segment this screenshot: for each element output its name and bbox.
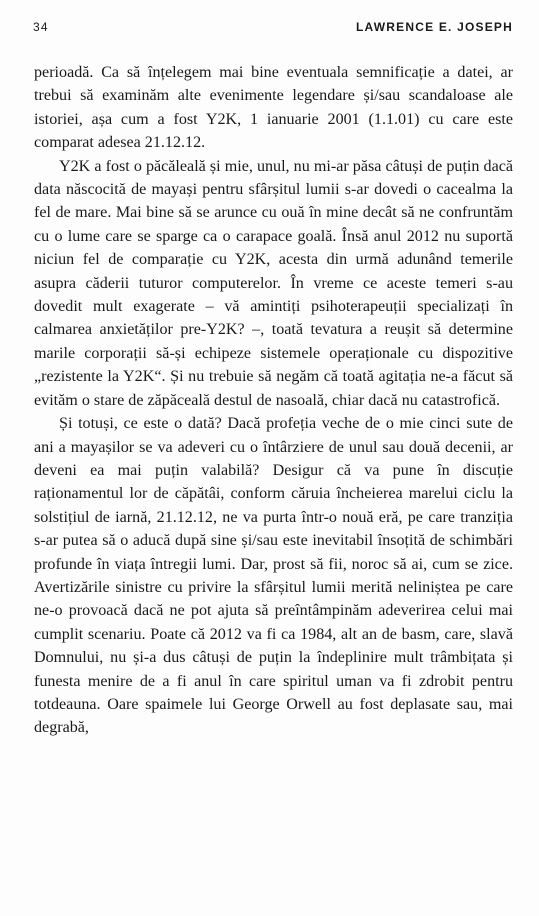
- running-head: LAWRENCE E. JOSEPH: [356, 20, 513, 34]
- page-header: [33, 20, 513, 40]
- paragraph-2: Y2K a fost o păcăleală și mie, unul, nu mi-ar păsa câtuși de puțin dacă data născocită de mayași pentru sfârșitul lumii s-ar dovedi o cacealma la fel de mare. Mai bine să se arunce cu ouă în mine decât să ne confruntăm cu o lume care se sparge ca o carapace goală. Însă anul 2012 nu suportă niciun fel de comparație cu Y2K, acesta din urmă adunând temerile asupra căderii tuturor computerelor. În vreme ce aceste temeri s-au dovedit mult exagerate – vă amintiți psihoterapeuții specializați în calmarea anxietăților pre-Y2K? –, toată tevatura a reușit să determine marile corporații să-și echipeze sistemele operaționale cu dispozitive „rezistente la Y2K“. Și nu trebuie să negăm că toată agitația ne-a făcut să evităm o stare de zăpăceală destul de nasoală, chiar dacă nu catastrofică.: [34, 157, 513, 409]
- paragraph-1: perioadă. Ca să înțelegem mai bine eventuala semnificație a datei, ar trebui să examinăm alte evenimente legendare și/sau scandaloase ale istoriei, așa cum a fost Y2K, 1 ianuarie 2001 (1.1.01) cu care este comparat adesea 21.12.12.: [34, 64, 513, 152]
- page-number: 34: [33, 20, 49, 34]
- body-text: [34, 61, 513, 740]
- paragraph-3: Și totuși, ce este o dată? Dacă profeția veche de o mie cinci sute de ani a mayașilor se va adeveri cu o întârziere de unul sau două decenii, ar deveni ea mai puțin valabilă? Desigur că va pune în discuție raționamentul lor de căpătâi, conform căruia încheierea marelui ciclu la solstițiul de iarnă, 21.12.12, ne va purta într-o nouă eră, pe care tranziția s-ar putea să o aducă după sine și/sau este inevitabil însoțită de schimbări profunde în viața întregii lumi. Dar, prost să fii, noroc să ai, cum se zice. Avertizările sinistre cu privire la sfârșitul lumii merită neliniștea pe care ne-o provoacă dacă ne pot ajuta să preîntâmpinăm adeverirea celui mai cumplit scenariu. Poate că 2012 va fi ca 1984, alt an de basm, care, slavă Domnului, nu și-a dus câtuși de puțin la îndeplinire mult trâmbițata și funesta menire de a fi anul în care spiritul uman va fi zdrobit pentru totdeauna. Oare spaimele lui George Orwell au fost deplasate sau, mai degrabă,: [34, 415, 513, 737]
